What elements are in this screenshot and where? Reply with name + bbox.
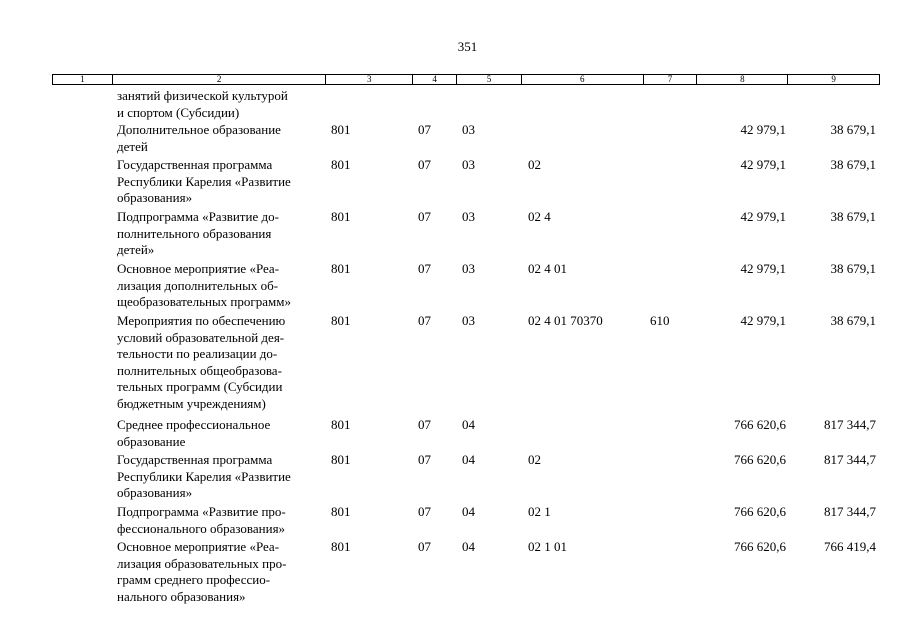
name-line: детей xyxy=(117,138,148,154)
cell-col4: 07 xyxy=(418,313,431,328)
cell-col5: 03 xyxy=(462,122,475,137)
cell-col5: 03 xyxy=(462,209,475,224)
cell-col4: 07 xyxy=(418,261,431,276)
cell-col8: 42 979,1 xyxy=(740,209,786,224)
name-line: полнительных общеобразова- xyxy=(117,362,282,378)
cell-col5: 03 xyxy=(462,261,475,276)
cell-col4: 07 xyxy=(418,122,431,137)
name-line: Государственная программа xyxy=(117,157,273,172)
cell-col9: 817 344,7 xyxy=(824,504,876,519)
name-line: Основное мероприятие «Реа- xyxy=(117,539,280,554)
cell-col5: 03 xyxy=(462,157,475,172)
name-line: нального образования» xyxy=(117,588,246,604)
cell-col5: 04 xyxy=(462,539,475,554)
name-line: и спортом (Субсидии) xyxy=(117,104,240,120)
cell-col4: 07 xyxy=(418,539,431,554)
cell-col8: 766 620,6 xyxy=(734,452,786,467)
name-line: Основное мероприятие «Реа- xyxy=(117,261,280,276)
cell-col8: 766 620,6 xyxy=(734,539,786,554)
name-line: тельных программ (Субсидии xyxy=(117,379,283,395)
header-cell: 4 xyxy=(413,75,457,84)
name-line: грамм среднего профессио- xyxy=(117,572,271,588)
cell-col8: 42 979,1 xyxy=(740,157,786,172)
row-name xyxy=(117,261,322,311)
cell-col9: 38 679,1 xyxy=(830,261,876,276)
header-cell: 7 xyxy=(644,75,698,84)
cell-col4: 07 xyxy=(418,209,431,224)
cell-col6: 02 xyxy=(528,157,541,172)
cell-col3: 801 xyxy=(331,417,351,432)
cell-col9: 38 679,1 xyxy=(830,157,876,172)
cell-col9: 38 679,1 xyxy=(830,313,876,328)
header-cell: 9 xyxy=(831,74,836,84)
cell-col5: 04 xyxy=(462,417,475,432)
cell-col8: 42 979,1 xyxy=(740,261,786,276)
header-cell: 3 xyxy=(326,75,413,84)
header-cell: 5 xyxy=(457,75,522,84)
cell-col4: 07 xyxy=(418,452,431,467)
row-name xyxy=(117,313,322,413)
name-line: условий образовательной дея- xyxy=(117,329,285,345)
cell-col9: 38 679,1 xyxy=(830,122,876,137)
cell-col3: 801 xyxy=(331,504,351,519)
name-line: полнительного образования xyxy=(117,225,272,241)
row-name xyxy=(117,504,322,537)
cell-col9: 817 344,7 xyxy=(824,452,876,467)
cell-col6: 02 1 01 xyxy=(528,539,567,554)
cell-col3: 801 xyxy=(331,313,351,328)
cell-col4: 07 xyxy=(418,504,431,519)
page-number: 351 xyxy=(457,39,478,54)
name-line: образование xyxy=(117,433,186,449)
cell-col6: 02 4 01 70370 xyxy=(528,313,603,328)
row-name xyxy=(117,539,322,605)
cell-col3: 801 xyxy=(331,122,351,137)
cell-col8: 42 979,1 xyxy=(740,122,786,137)
cell-col4: 07 xyxy=(418,157,431,172)
header-cell: 2 xyxy=(113,75,326,84)
row-name xyxy=(117,452,322,502)
name-line: детей» xyxy=(117,242,155,258)
cell-col9: 38 679,1 xyxy=(830,209,876,224)
name-line: образования» xyxy=(117,190,193,206)
cell-col5: 03 xyxy=(462,313,475,328)
cell-col3: 801 xyxy=(331,261,351,276)
cell-col6: 02 4 01 xyxy=(528,261,567,276)
cell-col6: 02 4 xyxy=(528,209,551,224)
cell-col8: 766 620,6 xyxy=(734,504,786,519)
cell-col3: 801 xyxy=(331,209,351,224)
name-line: тельности по реализации до- xyxy=(117,346,278,362)
cell-col5: 04 xyxy=(462,452,475,467)
cell-col5: 04 xyxy=(462,504,475,519)
header-cell: 6 xyxy=(522,75,644,84)
row-name xyxy=(117,417,322,450)
row-name xyxy=(117,88,322,121)
name-line: Государственная программа xyxy=(117,452,273,467)
cell-col4: 07 xyxy=(418,417,431,432)
name-line: Республики Карелия «Развитие xyxy=(117,468,291,484)
cell-col8: 42 979,1 xyxy=(740,313,786,328)
name-line: бюджетным учреждениям) xyxy=(117,395,266,411)
name-line: лизация образовательных про- xyxy=(117,555,287,571)
cell-col7: 610 xyxy=(650,313,670,328)
name-line: занятий физической культурой xyxy=(117,88,288,103)
row-name xyxy=(117,157,322,207)
name-line: щеобразовательных программ» xyxy=(117,294,291,310)
header-cell: 8 xyxy=(697,75,788,84)
name-line: Подпрограмма «Развитие про- xyxy=(117,504,286,519)
name-line: Мероприятия по обеспечению xyxy=(117,313,286,328)
name-line: лизация дополнительных об- xyxy=(117,277,279,293)
name-line: Подпрограмма «Развитие до- xyxy=(117,209,279,224)
row-name xyxy=(117,122,322,155)
cell-col8: 766 620,6 xyxy=(734,417,786,432)
name-line: Дополнительное образование xyxy=(117,122,281,137)
cell-col3: 801 xyxy=(331,157,351,172)
cell-col3: 801 xyxy=(331,452,351,467)
name-line: фессионального образования» xyxy=(117,520,286,536)
row-name xyxy=(117,209,322,259)
cell-col9: 766 419,4 xyxy=(824,539,876,554)
name-line: Среднее профессиональное xyxy=(117,417,271,432)
header-cell: 1 xyxy=(53,75,113,84)
cell-col9: 817 344,7 xyxy=(824,417,876,432)
name-line: образования» xyxy=(117,485,193,501)
cell-col6: 02 1 xyxy=(528,504,551,519)
cell-col6: 02 xyxy=(528,452,541,467)
cell-col3: 801 xyxy=(331,539,351,554)
name-line: Республики Карелия «Развитие xyxy=(117,173,291,189)
